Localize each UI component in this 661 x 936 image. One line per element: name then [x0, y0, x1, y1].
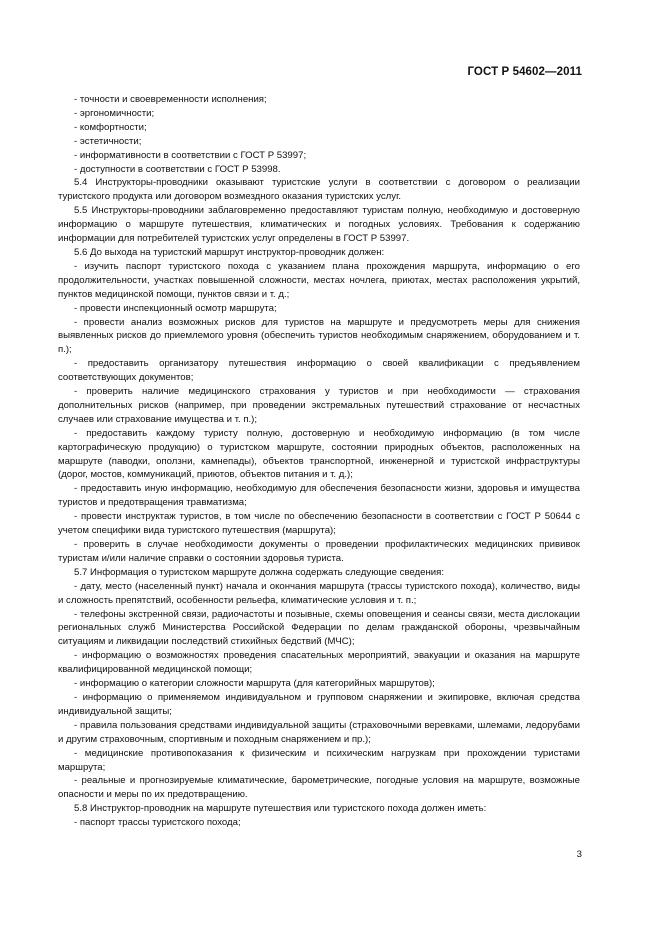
body-text — [58, 93, 580, 830]
paragraph: - правила пользования средствами индивидуальной защиты (страховочными веревками, шлемами, ледорубами и другим страховочным, спортивным и походным снаряжением и пр.); — [58, 719, 580, 745]
paragraph: - информацию о категории сложности маршрута (для категорийных маршрутов); — [74, 678, 435, 690]
paragraph: - предоставить каждому туристу полную, достоверную и необходимую информацию (в том числе картографическую продукцию) о туристском маршруте, состоянии природных объектов, расположенных на маршруте (паводки, оползни, камнепады), объектов транспортной, инженерной и туристской инфраструктуры (дорог, мостов, коммуникаций, приютов, объектов питания и т. д.); — [58, 427, 580, 481]
paragraph: - эстетичности; — [74, 135, 142, 147]
standard-designation: ГОСТ Р 54602—2011 — [467, 66, 582, 78]
paragraph: - изучить паспорт туристского похода с указанием плана прохождения маршрута, информацию о его продолжительности, участках повышенной сложности, местах ночлега, приютах, местах расположения укрытий, пунктов медицинской помощи, пунктов связи и т. д.; — [58, 260, 580, 300]
paragraph: - предоставить иную информацию, необходимую для обеспечения безопасности жизни, здоровья и имущества туристов и предотвращения травматизма; — [58, 483, 580, 509]
paragraph: - реальные и прогнозируемые климатические, барометрические, погодные условия на маршруте, возможные опасности и меры по их предотвращению. — [58, 775, 580, 801]
paragraph: - провести анализ возможных рисков для туристов на маршруте и предусмотреть меры для снижения выявленных рисков до приемлемого уровня (обеспечить туристов необходимым снаряжением, оборудованием и т. п.); — [58, 316, 580, 356]
paragraph: 5.4 Инструкторы-проводники оказывают туристские услуги в соответствии с договором о реализации туристского продукта или договором возмездного оказания туристских услуг. — [58, 177, 580, 203]
paragraph: - комфортности; — [74, 121, 147, 133]
paragraph: - эргономичности; — [74, 107, 155, 119]
paragraph: - провести инспекционный осмотр маршрута; — [74, 302, 277, 314]
paragraph: - проверить в случае необходимости документы о проведении профилактических медицинских прививок туристам и/или наличие справки о состоянии здоровья туриста. — [58, 539, 580, 564]
page-number: 3 — [576, 849, 582, 860]
paragraph: 5.8 Инструктор-проводник на маршруте путешествия или туристского похода должен иметь: — [74, 803, 487, 815]
paragraph: - информацию о возможностях проведения спасательных мероприятий, эвакуации и оказания на маршруте квалифицированной медицинской помощи; — [58, 650, 580, 676]
paragraph: - доступности в соответствии с ГОСТ Р 53998. — [74, 163, 281, 175]
paragraph: - провести инструктаж туристов, в том числе по обеспечению безопасности в соответствии с ГОСТ Р 50644 с учетом специфики вида туристского путешествия (маршрута); — [58, 511, 580, 537]
paragraph: - точности и своевременности исполнения; — [74, 94, 267, 105]
paragraph: 5.6 До выхода на туристский маршрут инструктор-проводник должен: — [74, 246, 385, 258]
paragraph: - проверить наличие медицинского страхования у туристов и при необходимости — страхования дополнительных рисков (например, при проведении экстремальных путешествий страхование от несчастных случаев или страхование имущества и т. п.); — [58, 386, 580, 425]
paragraph: - предоставить организатору путешествия информацию о своей квалификации с предъявлением соответствующих документов; — [58, 358, 580, 384]
paragraph: - информацию о применяемом индивидуальном и групповом снаряжении и экипировке, включая средства индивидуальной защиты; — [58, 691, 580, 717]
paragraph: - паспорт трассы туристского похода; — [74, 817, 241, 829]
paragraph: 5.5 Инструкторы-проводники заблаговременно предоставляют туристам полную, необходимую и достоверную информацию о маршруте путешествия, климатических и погодных условиях. Требования к содержанию информации для потребителей туристских услуг определены в ГОСТ Р 53997. — [58, 205, 580, 245]
paragraph: - медицинские противопоказания к физическим и психическим нагрузкам при прохождении туристами маршрута; — [58, 747, 580, 773]
paragraph: - телефоны экстренной связи, радиочастоты и позывные, схемы оповещения и сеансы связи, места дислокации региональных служб Министерства Российской Федерации по делам гражданской обороны, чрезвычайным ситуациям и ликвидации последствий стихийных бедствий (МЧС); — [58, 608, 580, 648]
paragraph: - информативности в соответствии с ГОСТ Р 53997; — [74, 149, 307, 161]
paragraph: - дату, место (населенный пункт) начала и окончания маршрута (трассы туристского похода), количество, виды и сложность препятствий, особенности рельефа, климатические условия и т. п.; — [58, 580, 580, 606]
paragraph: 5.7 Информация о туристском маршруте должна содержать следующие сведения: — [74, 566, 445, 578]
